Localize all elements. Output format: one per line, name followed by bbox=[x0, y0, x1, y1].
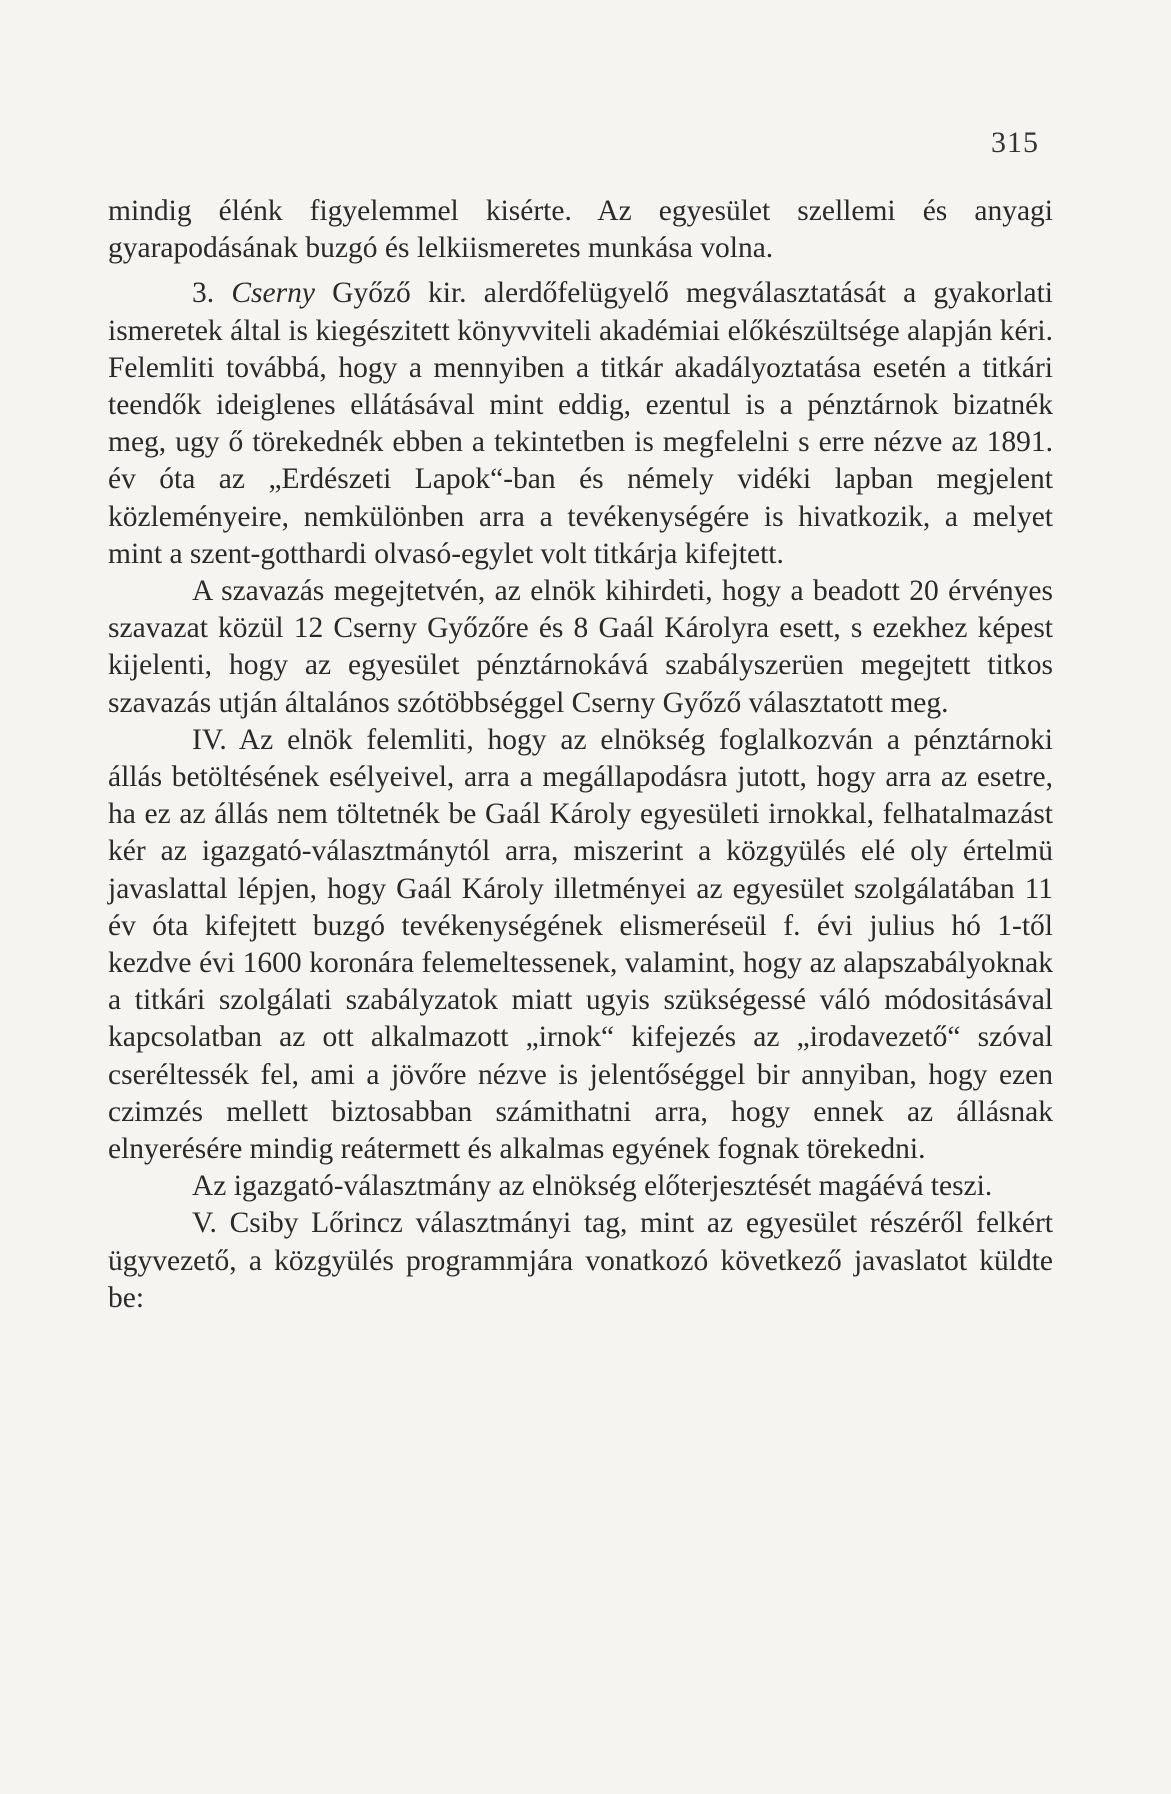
candidate-name: Cserny bbox=[231, 277, 315, 310]
item-number: 3. bbox=[192, 277, 232, 310]
paragraph-3: A szavazás megejtetvén, az elnök kihirdeti, hogy a beadott 20 érvényes szavazat közül 12 Cserny Győzőre és 8 Gaál Károlyra esett, s ezekhez képest kijelenti, hogy az egyesület pénztárnokává szabályszerüen megejtett titkos szavazás utján általános szótöbbséggel Cserny Győző választatott meg. bbox=[108, 575, 1053, 719]
page-body bbox=[108, 193, 1053, 1317]
paragraph-1: mindig élénk figyelemmel kisérte. Az egyesület szellemi és anyagi gyarapodásának buzgó és lelkiismeretes munkása volna. bbox=[108, 195, 1053, 265]
paragraph-4: IV. Az elnök felemliti, hogy az elnökség foglalkozván a pénztárnoki állás betöltésének esélyeivel, arra a megállapodásra jutott, hogy arra az esetre, ha ez az állás nem töltetnék be Gaál Károly egyesületi irnokkal, felhatalmazást kér az igazgató-választmánytól arra, miszerint a közgyülés elé oly értelmü javaslattal lépjen, hogy Gaál Károly illetményei az egyesület szolgálatában 11 év óta kifejtett buzgó tevékenységének elismeréseül f. évi julius hó 1-től kezdve évi 1600 koronára felemeltessenek, valamint, hogy az alapszabályoknak a titkári szolgálati szabályzatok miatt ugyis szükségessé váló módositásával kapcsolatban az ott alkalmazott „irnok“ kifejezés az „irodavezető“ szóval cseréltessék fel, ami a jövőre nézve is jelentőséggel bir annyiban, hogy ezen czimzés mellett biztosabban számithatni arra, hogy ennek az állásnak elnyerésére mindig reátermett és alkalmas egyének fognak törekedni. bbox=[108, 723, 1053, 1166]
paragraph-2-body: Győző kir. alerdőfelügyelő megválasztatását a gyakorlati ismeretek által is kiegészitett könyvviteli akadémiai előkészültsége alapján kéri. Felemliti továbbá, hogy a mennyiben a titkár akadályoztatása esetén a titkári teendők ideiglenes ellátásával mint eddig, ezentul is a pénztárnok bizatnék meg, ugy ő törekednék ebben a tekintetben is megfelelni s erre nézve az 1891. év óta az „Erdészeti Lapok“-ban és némely vidéki lapban megjelent közleményeire, nemkülönben arra a tevékenységére is hivatkozik, a melyet mint a szent-gotthardi olvasó-egylet volt titkárja kifejtett. bbox=[108, 277, 1054, 570]
page-number: 315 bbox=[991, 126, 1039, 159]
paragraph-2 bbox=[108, 275, 1053, 573]
paragraph-5: Az igazgató-választmány az elnökség előterjesztését magáévá teszi. bbox=[192, 1170, 993, 1203]
paragraph-6: V. Csiby Lőrincz választmányi tag, mint az egyesület részéről felkért ügyvezető, a közgyülés programmjára vonatkozó következő javaslatot küldte be: bbox=[108, 1207, 1053, 1314]
